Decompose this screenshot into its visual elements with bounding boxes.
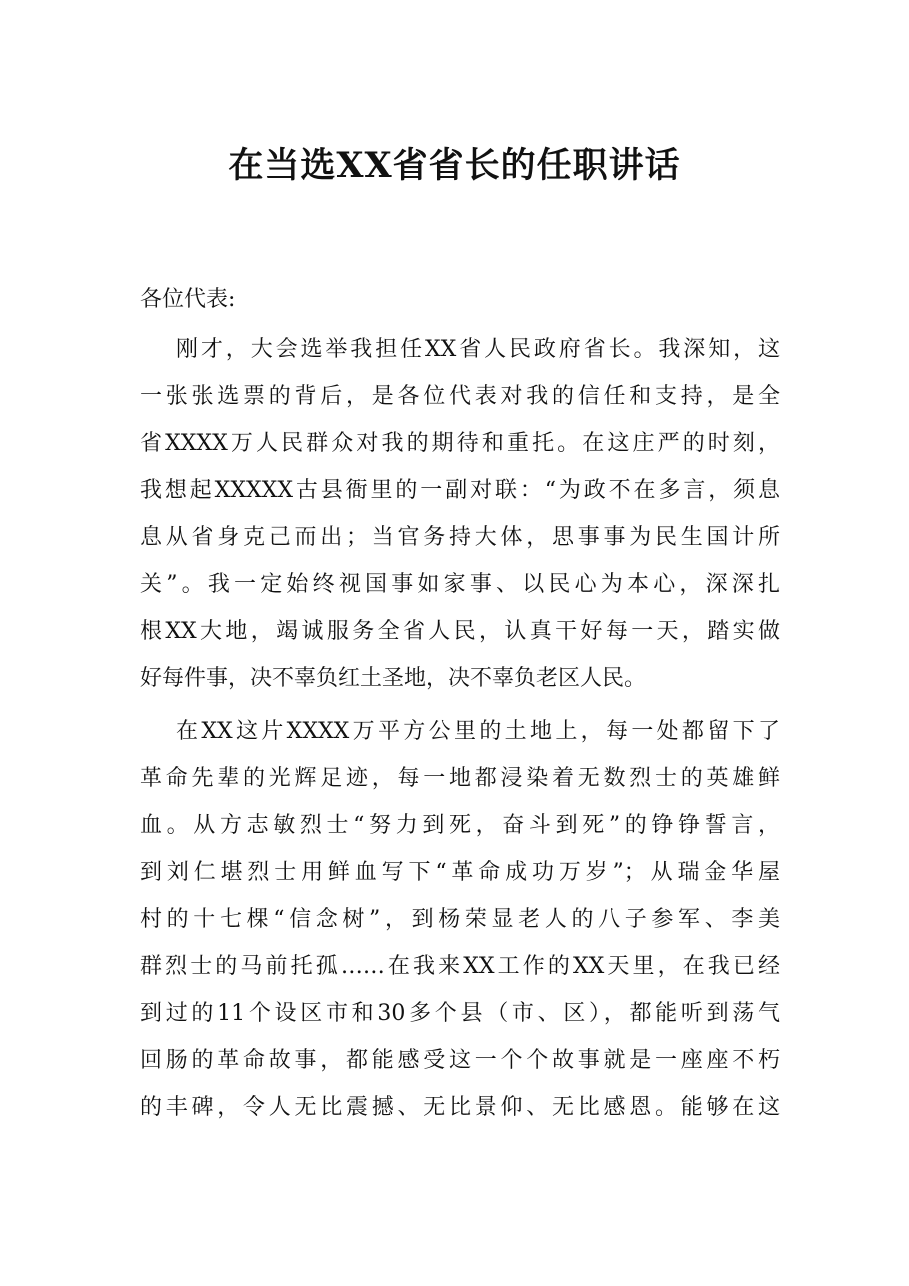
paragraph-line: 的丰碑，令人无比震撼、无比景仰、无比感恩。能够在这	[140, 1095, 780, 1120]
salutation: 各位代表:	[140, 287, 236, 312]
paragraph-line: 血。从方志敏烈士“努力到死，奋斗到死”的铮铮誓言，	[140, 813, 780, 838]
paragraph-line: 关”。我一定始终视国事如家事、以民心为本心，深深扎	[140, 572, 780, 597]
paragraph-line: 到过的11个设区市和30多个县（市、区），都能听到荡气	[140, 1001, 780, 1026]
paragraph-line: 根XX大地，竭诚服务全省人民，认真干好每一天，踏实做	[140, 619, 780, 644]
paragraph-line: 一张张选票的背后，是各位代表对我的信任和支持，是全	[140, 384, 780, 409]
paragraph-line: 息从省身克己而出；当官务持大体，思事事为民生国计所	[140, 525, 780, 550]
paragraph-line: 村的十七棵“信念树”，到杨荣显老人的八子参军、李美	[140, 907, 780, 932]
paragraph-line: 群烈士的马前托孤……在我来XX工作的XX天里，在我已经	[140, 954, 780, 979]
paragraph-line: 我想起XXXXX古县衙里的一副对联：“为政不在多言，须息	[140, 478, 780, 503]
paragraph-line: 省XXXX万人民群众对我的期待和重托。在这庄严的时刻，	[140, 431, 780, 456]
paragraph-line: 在XX这片XXXX万平方公里的土地上，每一处都留下了	[176, 719, 780, 744]
paragraph-line: 刚才，大会选举我担任XX省人民政府省长。我深知，这	[176, 337, 780, 362]
paragraph-line: 好每件事，决不辜负红土圣地，决不辜负老区人民。	[140, 666, 647, 691]
paragraph-2	[140, 708, 780, 1131]
paragraph-line: 回肠的革命故事，都能感受这一个个故事就是一座座不朽	[140, 1048, 780, 1073]
paragraph-line: 革命先辈的光辉足迹，每一地都浸染着无数烈士的英雄鲜	[140, 766, 780, 791]
paragraph-1	[140, 326, 780, 702]
document-title: 在当选XX省省长的任职讲话	[228, 145, 681, 186]
paragraph-line: 到刘仁堪烈士用鲜血写下“革命成功万岁”；从瑞金华屋	[140, 860, 780, 885]
